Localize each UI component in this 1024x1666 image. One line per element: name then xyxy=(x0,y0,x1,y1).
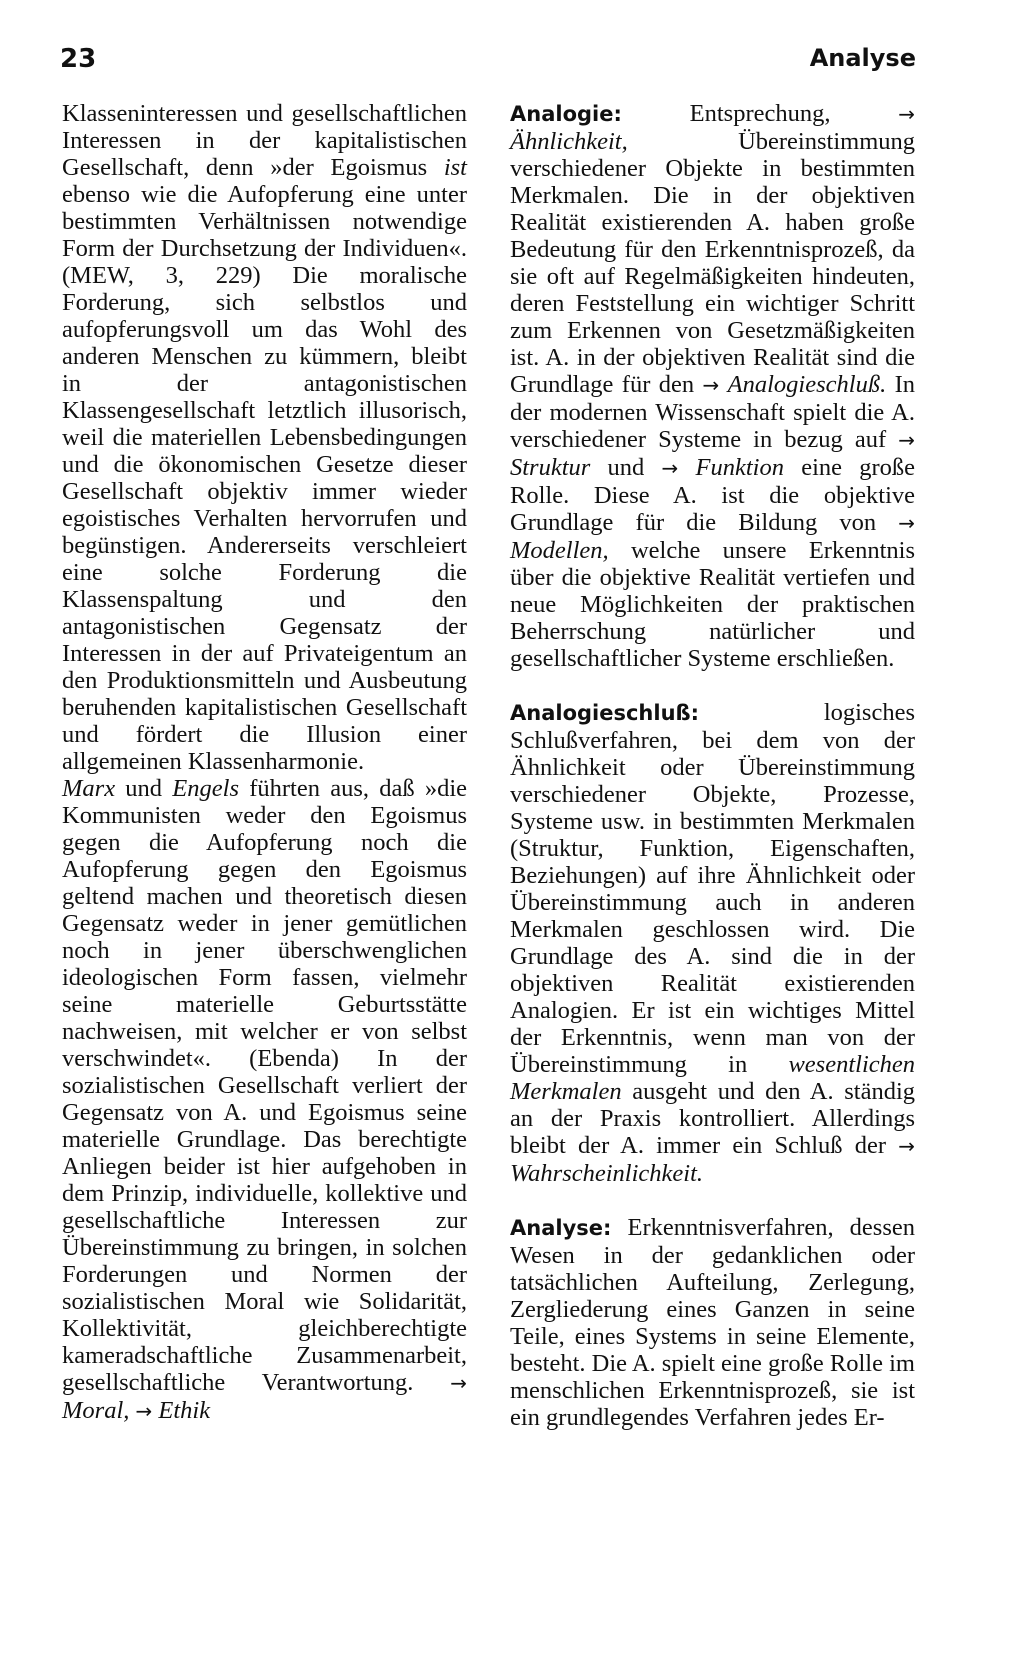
cross-reference-arrow-icon: → xyxy=(898,511,915,535)
text-run: Erkenntnisverfahren, dessen Wesen in der gedanklichen oder tatsächlichen Aufteilung, Zerlegung, Zergliederung eines Ganzen in seine Teile, eines Systems in seine Elemente, besteht. Die A. spielt eine große Rolle im menschlichen Erkenntnisprozeß, sie ist ein grundlegendes Verfahren jedes Er- xyxy=(510,1214,915,1431)
text-run: Klasseninteressen und gesellschaftlichen Interessen in der kapitalistischen Gesellschaft, denn »der Egoismus xyxy=(62,100,467,181)
text-run: Übereinstimmung verschiedener Objekte in bestimmten Merkmalen. Die in der objektiven Realität existierenden A. haben große Bedeutung für den Erkenntnisprozeß, da sie oft auf Regelmäßigkeiten hindeuten, deren Feststellung ein wichtiger Schritt zum Erkennen von Gesetzmäßigkeiten ist. A. in der objektiven Realität sind die Grundlage für den xyxy=(510,128,915,398)
entry-analogieschluss xyxy=(510,699,915,1187)
continuation-paragraph xyxy=(62,100,467,775)
running-head: Analyse xyxy=(809,44,916,72)
entry-term: Analyse: xyxy=(510,1216,612,1240)
text-run: ebenso wie die Aufopferung eine unter bestimmten Verhältnissen notwendige Form der Durchsetzung der Individuen«. (MEW, 3, 229) Die moralische Forderung, sich selbstlos und aufopferungsvoll um das Wohl des anderen Menschen zu kümmern, bleibt in der antagonistischen Klassengesellschaft letztlich illusorisch, weil die materiellen Lebensbedingungen und die ökonomischen Gesetze dieser Gesellschaft objektiv immer wieder egoistisches Verhalten hervorrufen und begünstigen. Andererseits verschleiert eine solche Forderung die Klassenspaltung und den antagonistischen Gegensatz der Interessen in der auf Privateigentum an den Produktionsmitteln und Ausbeutung beruhenden kapitalistischen Gesellschaft und fördert die Illusion einer allgemeinen Klassenharmonie. xyxy=(62,181,467,775)
cross-reference-arrow-icon: → xyxy=(898,102,915,126)
cross-reference-modellen[interactable]: Modellen, xyxy=(510,537,609,564)
cross-reference-struktur[interactable]: Struktur xyxy=(510,454,591,481)
cross-reference-arrow-icon: → xyxy=(898,428,915,452)
text-run: Entsprechung, xyxy=(621,100,899,127)
entry-term: Analogieschluß: xyxy=(510,701,700,725)
text-run: logisches Schlußverfahren, bei dem von der Ähnlichkeit oder Übereinstimmung verschiedener Objekte, Prozesse, Systeme usw. in bestimmten Merkmalen (Struktur, Funktion, Eigenschaften, Beziehungen) auf ihre Ähnlichkeit oder Übereinstimmung auch in anderen Merkmalen geschlossen wird. Die Grundlage des A. sind die in der objektiven Realität existierenden Analogien. Er ist ein wichtiges Mittel der Erkenntnis, wenn man von der Übereinstimmung in xyxy=(510,699,915,1078)
text-run: welche unsere Erkenntnis über die objektive Realität vertiefen und neue Möglichkeiten der praktischen Beherrschung natürlicher und gesellschaftlicher Systeme erschließen. xyxy=(510,537,915,672)
left-column xyxy=(62,100,467,1425)
text-run: und xyxy=(115,775,173,802)
emphasis: wesentlichen Merkmalen xyxy=(510,1051,915,1105)
cross-reference-arrow-icon: → xyxy=(450,1371,467,1395)
cross-reference-moral[interactable]: Moral, xyxy=(62,1397,130,1424)
cross-reference-analogieschluss[interactable]: Analogieschluß. xyxy=(727,371,887,398)
entry-analyse xyxy=(510,1214,915,1431)
cross-reference-ethik[interactable]: Ethik xyxy=(158,1397,211,1424)
cross-reference-arrow-icon: → xyxy=(135,1399,153,1423)
text-run: eine große Rolle. Diese A. ist die objektive Grundlage für die Bildung von xyxy=(510,454,916,536)
cross-reference-funktion[interactable]: Funktion xyxy=(695,454,784,481)
text-run: In der modernen Wissenschaft spielt die A. verschiedener Systeme in bezug auf xyxy=(510,371,915,453)
right-column xyxy=(510,100,915,1458)
entry-analogie xyxy=(510,100,915,672)
page-number: 23 xyxy=(60,44,97,74)
author-name: Engels xyxy=(172,775,239,802)
text-run: führten aus, daß »die Kommunisten weder den Egoismus gegen die Aufopferung noch die Aufopferung gegen den Egoismus geltend machen und theoretisch diesen Gegensatz weder in jener gemütlichen noch in jener überschwenglichen ideologischen Form fassen, vielmehr seine materielle Geburtsstätte nachweisen, mit welcher er von selbst verschwindet«. (Ebenda) In der sozialistischen Gesellschaft verliert der Gegensatz von A. und Egoismus seine materielle Grundlage. Das berechtigte Anliegen beider ist hier aufgehoben in dem Prinzip, individuelle, kollektive und gesellschaftliche Interessen zur Übereinstimmung zu bringen, in solchen Forderungen und Normen der sozialistischen Moral wie Solidarität, Kollektivität, gleichberechtigte kameradschaftliche Zusammenarbeit, gesellschaftliche Verantwortung. xyxy=(62,775,467,1396)
text-run: und xyxy=(590,454,662,481)
cross-reference-arrow-icon: → xyxy=(661,456,679,480)
cross-reference-arrow-icon: → xyxy=(702,373,720,397)
cross-reference-arrow-icon: → xyxy=(898,1134,915,1158)
entry-term: Analogie: xyxy=(510,102,622,126)
emphasis: ist xyxy=(443,154,467,181)
marx-engels-paragraph xyxy=(62,775,467,1425)
text-run: ausgeht und den A. ständig an der Praxis kontrolliert. Allerdings bleibt der A. immer ein Schluß der xyxy=(510,1078,915,1159)
cross-reference-wahrscheinlichkeit[interactable]: Wahrscheinlichkeit. xyxy=(510,1160,704,1187)
author-name: Marx xyxy=(62,775,116,802)
cross-reference-aehnlichkeit[interactable]: Ähnlichkeit, xyxy=(510,128,628,155)
page-header xyxy=(60,44,916,84)
